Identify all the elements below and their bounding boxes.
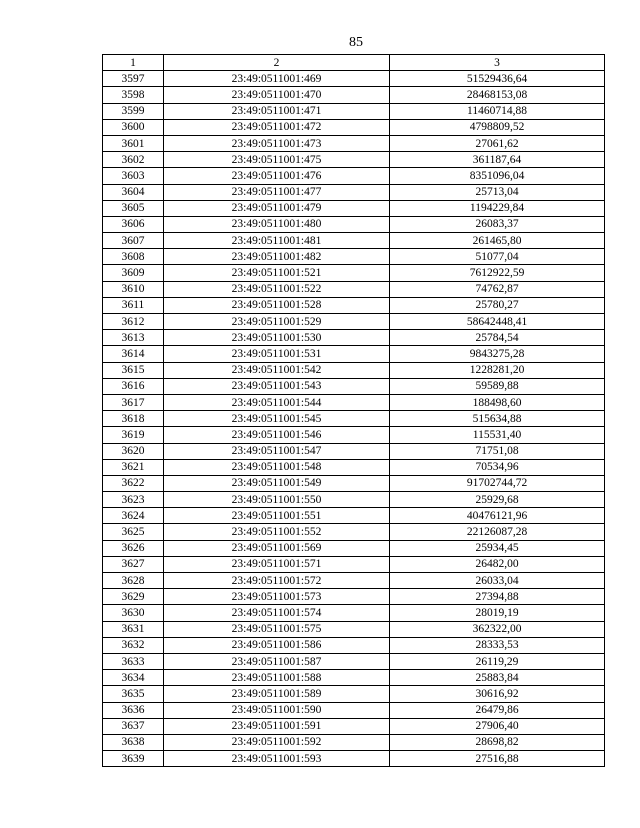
table-row — [103, 492, 605, 508]
value-cell: 58642448,41 — [390, 314, 605, 330]
table-row — [103, 556, 605, 572]
table-row — [103, 459, 605, 475]
value-cell: 515634,88 — [390, 411, 605, 427]
cadastral-number-cell: 23:49:0511001:544 — [164, 394, 390, 410]
cadastral-number-cell: 23:49:0511001:547 — [164, 443, 390, 459]
value-cell: 9843275,28 — [390, 346, 605, 362]
row-number-cell: 3628 — [103, 573, 164, 589]
row-number-cell: 3615 — [103, 362, 164, 378]
value-cell: 27906,40 — [390, 718, 605, 734]
cadastral-number-cell: 23:49:0511001:475 — [164, 152, 390, 168]
value-cell: 4798809,52 — [390, 119, 605, 135]
value-cell: 26479,86 — [390, 702, 605, 718]
value-cell: 28333,53 — [390, 637, 605, 653]
cadastral-number-cell: 23:49:0511001:552 — [164, 524, 390, 540]
cadastral-number-cell: 23:49:0511001:473 — [164, 135, 390, 151]
cadastral-number-cell: 23:49:0511001:522 — [164, 281, 390, 297]
table-row — [103, 152, 605, 168]
row-number-cell: 3607 — [103, 233, 164, 249]
value-cell: 1194229,84 — [390, 200, 605, 216]
table-row — [103, 686, 605, 702]
cadastral-number-cell: 23:49:0511001:573 — [164, 589, 390, 605]
cadastral-number-cell: 23:49:0511001:481 — [164, 233, 390, 249]
table-row — [103, 314, 605, 330]
row-number-cell: 3616 — [103, 378, 164, 394]
row-number-cell: 3627 — [103, 556, 164, 572]
value-cell: 7612922,59 — [390, 265, 605, 281]
cadastral-number-cell: 23:49:0511001:480 — [164, 216, 390, 232]
header-cell-3: 3 — [390, 55, 605, 71]
row-number-cell: 3608 — [103, 249, 164, 265]
value-cell: 40476121,96 — [390, 508, 605, 524]
header-row — [103, 55, 605, 71]
table-row — [103, 573, 605, 589]
cadastral-number-cell: 23:49:0511001:589 — [164, 686, 390, 702]
value-cell: 26119,29 — [390, 653, 605, 669]
row-number-cell: 3597 — [103, 71, 164, 87]
value-cell: 362322,00 — [390, 621, 605, 637]
value-cell: 11460714,88 — [390, 103, 605, 119]
table-row — [103, 670, 605, 686]
value-cell: 25929,68 — [390, 492, 605, 508]
value-cell: 91702744,72 — [390, 475, 605, 491]
table-row — [103, 135, 605, 151]
table-row — [103, 653, 605, 669]
cadastral-number-cell: 23:49:0511001:477 — [164, 184, 390, 200]
value-cell: 59589,88 — [390, 378, 605, 394]
cadastral-number-cell: 23:49:0511001:476 — [164, 168, 390, 184]
table-row — [103, 281, 605, 297]
row-number-cell: 3603 — [103, 168, 164, 184]
row-number-cell: 3638 — [103, 734, 164, 750]
data-table — [102, 54, 605, 767]
row-number-cell: 3624 — [103, 508, 164, 524]
table-row — [103, 605, 605, 621]
table-row — [103, 103, 605, 119]
row-number-cell: 3605 — [103, 200, 164, 216]
cadastral-number-cell: 23:49:0511001:575 — [164, 621, 390, 637]
cadastral-number-cell: 23:49:0511001:586 — [164, 637, 390, 653]
row-number-cell: 3625 — [103, 524, 164, 540]
value-cell: 71751,08 — [390, 443, 605, 459]
table-row — [103, 249, 605, 265]
table-row — [103, 378, 605, 394]
table-row — [103, 621, 605, 637]
row-number-cell: 3629 — [103, 589, 164, 605]
cadastral-number-cell: 23:49:0511001:479 — [164, 200, 390, 216]
row-number-cell: 3602 — [103, 152, 164, 168]
value-cell: 188498,60 — [390, 394, 605, 410]
row-number-cell: 3611 — [103, 297, 164, 313]
table-row — [103, 265, 605, 281]
row-number-cell: 3620 — [103, 443, 164, 459]
cadastral-number-cell: 23:49:0511001:591 — [164, 718, 390, 734]
table-row — [103, 637, 605, 653]
cadastral-number-cell: 23:49:0511001:542 — [164, 362, 390, 378]
cadastral-number-cell: 23:49:0511001:521 — [164, 265, 390, 281]
cadastral-number-cell: 23:49:0511001:472 — [164, 119, 390, 135]
row-number-cell: 3601 — [103, 135, 164, 151]
cadastral-number-cell: 23:49:0511001:569 — [164, 540, 390, 556]
table-row — [103, 508, 605, 524]
cadastral-number-cell: 23:49:0511001:470 — [164, 87, 390, 103]
value-cell: 27061,62 — [390, 135, 605, 151]
table-row — [103, 443, 605, 459]
row-number-cell: 3600 — [103, 119, 164, 135]
row-number-cell: 3630 — [103, 605, 164, 621]
cadastral-number-cell: 23:49:0511001:588 — [164, 670, 390, 686]
row-number-cell: 3633 — [103, 653, 164, 669]
table-row — [103, 702, 605, 718]
cadastral-number-cell: 23:49:0511001:592 — [164, 734, 390, 750]
row-number-cell: 3626 — [103, 540, 164, 556]
row-number-cell: 3598 — [103, 87, 164, 103]
row-number-cell: 3613 — [103, 330, 164, 346]
row-number-cell: 3610 — [103, 281, 164, 297]
cadastral-number-cell: 23:49:0511001:587 — [164, 653, 390, 669]
cadastral-number-cell: 23:49:0511001:546 — [164, 427, 390, 443]
row-number-cell: 3639 — [103, 751, 164, 767]
row-number-cell: 3623 — [103, 492, 164, 508]
cadastral-number-cell: 23:49:0511001:543 — [164, 378, 390, 394]
value-cell: 22126087,28 — [390, 524, 605, 540]
cadastral-number-cell: 23:49:0511001:574 — [164, 605, 390, 621]
value-cell: 26033,04 — [390, 573, 605, 589]
cadastral-number-cell: 23:49:0511001:528 — [164, 297, 390, 313]
value-cell: 70534,96 — [390, 459, 605, 475]
table-row — [103, 475, 605, 491]
table-row — [103, 427, 605, 443]
value-cell: 361187,64 — [390, 152, 605, 168]
value-cell: 51529436,64 — [390, 71, 605, 87]
row-number-cell: 3622 — [103, 475, 164, 491]
cadastral-number-cell: 23:49:0511001:529 — [164, 314, 390, 330]
cadastral-number-cell: 23:49:0511001:530 — [164, 330, 390, 346]
value-cell: 25883,84 — [390, 670, 605, 686]
cadastral-number-cell: 23:49:0511001:572 — [164, 573, 390, 589]
table-row — [103, 87, 605, 103]
value-cell: 25784,54 — [390, 330, 605, 346]
row-number-cell: 3614 — [103, 346, 164, 362]
table-row — [103, 168, 605, 184]
row-number-cell: 3604 — [103, 184, 164, 200]
table-row — [103, 524, 605, 540]
row-number-cell: 3634 — [103, 670, 164, 686]
value-cell: 25713,04 — [390, 184, 605, 200]
table-row — [103, 362, 605, 378]
row-number-cell: 3636 — [103, 702, 164, 718]
cadastral-number-cell: 23:49:0511001:549 — [164, 475, 390, 491]
cadastral-number-cell: 23:49:0511001:531 — [164, 346, 390, 362]
cadastral-number-cell: 23:49:0511001:545 — [164, 411, 390, 427]
row-number-cell: 3618 — [103, 411, 164, 427]
header-cell-2: 2 — [164, 55, 390, 71]
row-number-cell: 3631 — [103, 621, 164, 637]
cadastral-number-cell: 23:49:0511001:571 — [164, 556, 390, 572]
cadastral-number-cell: 23:49:0511001:550 — [164, 492, 390, 508]
table-row — [103, 394, 605, 410]
table-header — [103, 55, 605, 71]
value-cell: 25780,27 — [390, 297, 605, 313]
cadastral-number-cell: 23:49:0511001:593 — [164, 751, 390, 767]
value-cell: 26083,37 — [390, 216, 605, 232]
value-cell: 261465,80 — [390, 233, 605, 249]
value-cell: 27394,88 — [390, 589, 605, 605]
row-number-cell: 3599 — [103, 103, 164, 119]
table-row — [103, 346, 605, 362]
value-cell: 28468153,08 — [390, 87, 605, 103]
row-number-cell: 3619 — [103, 427, 164, 443]
table-row — [103, 330, 605, 346]
row-number-cell: 3617 — [103, 394, 164, 410]
table-row — [103, 718, 605, 734]
value-cell: 28019,19 — [390, 605, 605, 621]
value-cell: 8351096,04 — [390, 168, 605, 184]
table-row — [103, 184, 605, 200]
row-number-cell: 3609 — [103, 265, 164, 281]
cadastral-number-cell: 23:49:0511001:482 — [164, 249, 390, 265]
table-row — [103, 411, 605, 427]
table-row — [103, 119, 605, 135]
value-cell: 28698,82 — [390, 734, 605, 750]
table-row — [103, 751, 605, 767]
table-row — [103, 589, 605, 605]
table-body — [103, 71, 605, 767]
table-row — [103, 734, 605, 750]
value-cell: 25934,45 — [390, 540, 605, 556]
value-cell: 27516,88 — [390, 751, 605, 767]
row-number-cell: 3621 — [103, 459, 164, 475]
value-cell: 30616,92 — [390, 686, 605, 702]
cadastral-number-cell: 23:49:0511001:469 — [164, 71, 390, 87]
cadastral-number-cell: 23:49:0511001:471 — [164, 103, 390, 119]
table-row — [103, 540, 605, 556]
value-cell: 74762,87 — [390, 281, 605, 297]
cadastral-number-cell: 23:49:0511001:548 — [164, 459, 390, 475]
table-row — [103, 71, 605, 87]
row-number-cell: 3635 — [103, 686, 164, 702]
value-cell: 1228281,20 — [390, 362, 605, 378]
row-number-cell: 3632 — [103, 637, 164, 653]
table-row — [103, 233, 605, 249]
table-row — [103, 216, 605, 232]
row-number-cell: 3606 — [103, 216, 164, 232]
value-cell: 26482,00 — [390, 556, 605, 572]
row-number-cell: 3637 — [103, 718, 164, 734]
value-cell: 51077,04 — [390, 249, 605, 265]
table-row — [103, 200, 605, 216]
table-row — [103, 297, 605, 313]
value-cell: 115531,40 — [390, 427, 605, 443]
cadastral-number-cell: 23:49:0511001:551 — [164, 508, 390, 524]
cadastral-number-cell: 23:49:0511001:590 — [164, 702, 390, 718]
row-number-cell: 3612 — [103, 314, 164, 330]
header-cell-1: 1 — [103, 55, 164, 71]
page-number: 85 — [349, 35, 363, 50]
